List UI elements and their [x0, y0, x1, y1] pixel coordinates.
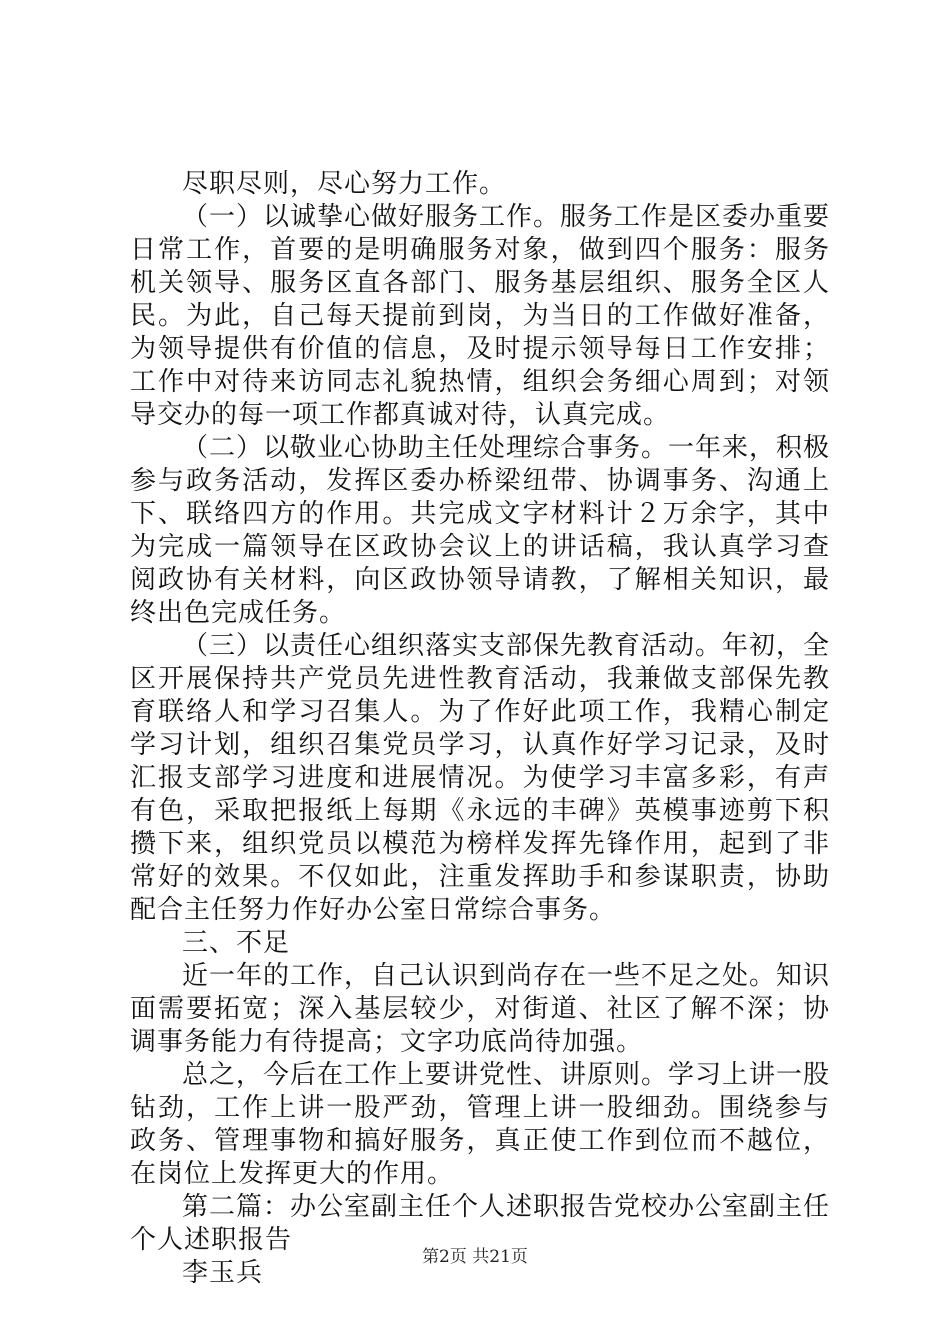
document-body: [130, 168, 830, 1290]
paragraph-intro: 尽职尽则，尽心努力工作。: [182, 169, 507, 199]
paragraph-author-name: 李玉兵: [182, 1258, 264, 1288]
paragraph-summary: 总之，今后在工作上要讲党性、讲原则。学习上讲一股钻劲，工作上讲一股严劲，管理上讲一股细劲。围绕参与政务、管理事物和搞好服务，真正使工作到位而不越位，在岗位上发挥更大的作用。: [130, 1060, 831, 1189]
paragraph-comprehensive-affairs: （二）以敬业心协助主任处理综合事务。一年来，积极参与政务活动，发挥区委办桥梁纽带、协调事务、沟通上下、联络四方的作用。共完成文字材料计２万余字，其中为完成一篇领导在区政协会议上的讲话稿，我认真学习查阅政协有关材料，向区政协领导请教，了解相关知识，最终出色完成任务。: [130, 433, 831, 628]
page-number-footer: 第2页 共21页: [422, 1247, 528, 1267]
paragraph-service-work: （一）以诚挚心做好服务工作。服务工作是区委办重要日常工作，首要的是明确服务对象，做到四个服务：服务机关领导、服务区直各部门、服务基层组织、服务全区人民。为此，自己每天提前到岗，为当日的工作做好准备，为领导提供有价值的信息，及时提示领导每日工作安排；工作中对待来访同志礼貌热情，组织会务细心周到；对领导交办的每一项工作都真诚对待，认真完成。: [130, 202, 831, 430]
paragraph-education-activity: （三）以责任心组织落实支部保先教育活动。年初，全区开展保持共产党员先进性教育活动，我兼做支部保先教育联络人和学习召集人。为了作好此项工作，我精心制定学习计划，组织召集党员学习，认真作好学习记录，及时汇报支部学习进度和进展情况。为使学习丰富多彩，有声有色，采取把报纸上每期《永远的丰碑》英模事迹剪下积攒下来，组织党员以模范为榜样发挥先锋作用，起到了非常好的效果。不仅如此，注重发挥助手和参谋职责，协助配合主任努力作好办公室日常综合事务。: [130, 631, 831, 925]
paragraph-shortcomings: 近一年的工作，自己认识到尚存在一些不足之处。知识面需要拓宽；深入基层较少，对街道、社区了解不深；协调事务能力有待提高；文字功底尚待加强。: [130, 961, 831, 1057]
paragraph-second-article-title: 第二篇：办公室副主任个人述职报告党校办公室副主任个人述职报告: [130, 1192, 831, 1255]
section-heading-shortcomings: 三、不足: [182, 928, 291, 958]
